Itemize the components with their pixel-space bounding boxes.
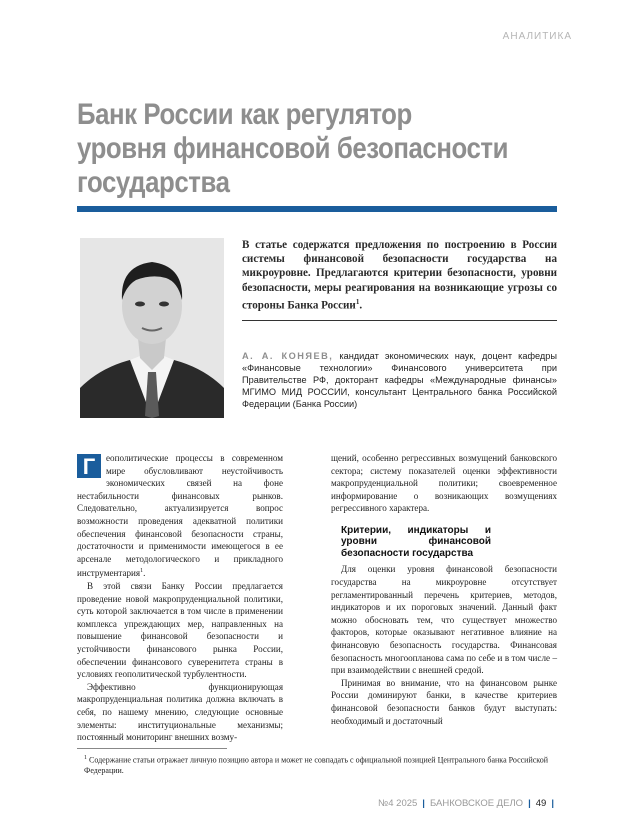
footnote-ref: 1	[140, 568, 144, 575]
issue-number: №4 2025	[378, 798, 418, 809]
title-line: Банк России как регулятор	[77, 98, 412, 131]
page-number: 49	[535, 798, 547, 809]
section-heading: Критерии, индикаторы и уровни финансовой безопасности государства	[341, 524, 491, 559]
footnote-ref: 1	[355, 297, 360, 306]
text-column-1	[77, 452, 283, 744]
paragraph: Для оценки уровня финансовой безопасности государства на микроуровне отсутствует регламентированный перечень критериев, методов, индикаторов и их пороговых значений. Данный факт можно обосновать тем, что существует множество факторов, которые оказывают негативное влияние на финансовую безопасность государства. Финансовая безопасность многоопланова сама по себе и в том числе – при взаимодействии с внешней средой.	[331, 564, 557, 676]
footnote-mark: 1	[84, 755, 87, 761]
section-tag: АНАЛИТИКА	[502, 31, 572, 42]
author-photo	[80, 238, 224, 418]
paragraph: Принимая во внимание, что на финансовом рынке России доминируют банки, в качестве критериев финансовой безопасности банков будут выступать: необходимый и достаточный	[331, 677, 557, 726]
author-portrait	[80, 238, 224, 418]
footnote-rule	[77, 748, 227, 749]
page-footer	[378, 798, 559, 809]
title-line: государства	[77, 166, 230, 199]
author-byline	[242, 350, 557, 410]
paragraph: Эффективно функционирующая макропруденциальная политика должна включать в себя, по нашему мнению, следующие основные элементы: институциональные механизмы; постоянный мониторинг внешних возму-	[77, 681, 283, 743]
journal-name: БАНКОВСКОЕ ДЕЛО	[429, 798, 524, 809]
article-title	[77, 98, 507, 200]
author-bio: кандидат экономических наук, доцент кафедры «Финансовые технологии» Финансового университета при Правительстве РФ, докторант кафедры «Международные финансы» МГИМО МИД РОССИИ, консультант Центрального банка Российской Федерации (Банка России)	[242, 351, 557, 410]
title-line: уровня финансовой безопасности	[77, 132, 509, 165]
paragraph: В этой связи Банку России предлагается проведение новой макропруденциальной политики, суть которой заключается в том числе в применении комплекса упреждающих мер, направленных на повышение финансовой безопасности и устойчивости финансового рынка России, обеспечении финансового суверенитета страны в условиях геополитической турбулентности.	[77, 580, 283, 680]
footer-separator: |	[422, 798, 425, 809]
paragraph: щений, особенно регрессивных возмущений банковского сектора; систему показателей оценки эффективности макропруденциальной политики; своевременное информирование о возникающих возмущениях регрессивного характера.	[331, 453, 557, 514]
lead-rule	[242, 320, 557, 321]
author-name: А. А. КОНЯЕВ,	[242, 351, 334, 361]
title-rule	[77, 206, 557, 212]
paragraph: Г еополитические процессы в современном мире обусловливают неустойчивость экономических связей на фоне нестабильности финансовых рынков. Следовательно, актуализируется вопрос возможности проведения адекватной политики обеспечения финансовой безопасности страны, достаточности и применимости имеющегося в ее арсенале методологического и прикладного инструментария$^1$.	[77, 453, 283, 579]
drop-cap: Г	[77, 454, 101, 478]
footnote: $^1$ Содержание статьи отражает личную позицию автора и может не совпадать с официальной позицией Центрального банка Российской Федерации.	[84, 755, 549, 776]
article-lead: В статье содержатся предложения по построению в России системы финансовой безопасности государства на микроуровне. Предлагаются критерии безопасности, уровни безопасности, меры реагирования на возникающие угрозы со стороны Банка России$^1$.	[242, 239, 557, 312]
text-column-2	[331, 452, 557, 727]
footer-separator: |	[528, 798, 531, 809]
footer-separator: |	[551, 798, 554, 809]
